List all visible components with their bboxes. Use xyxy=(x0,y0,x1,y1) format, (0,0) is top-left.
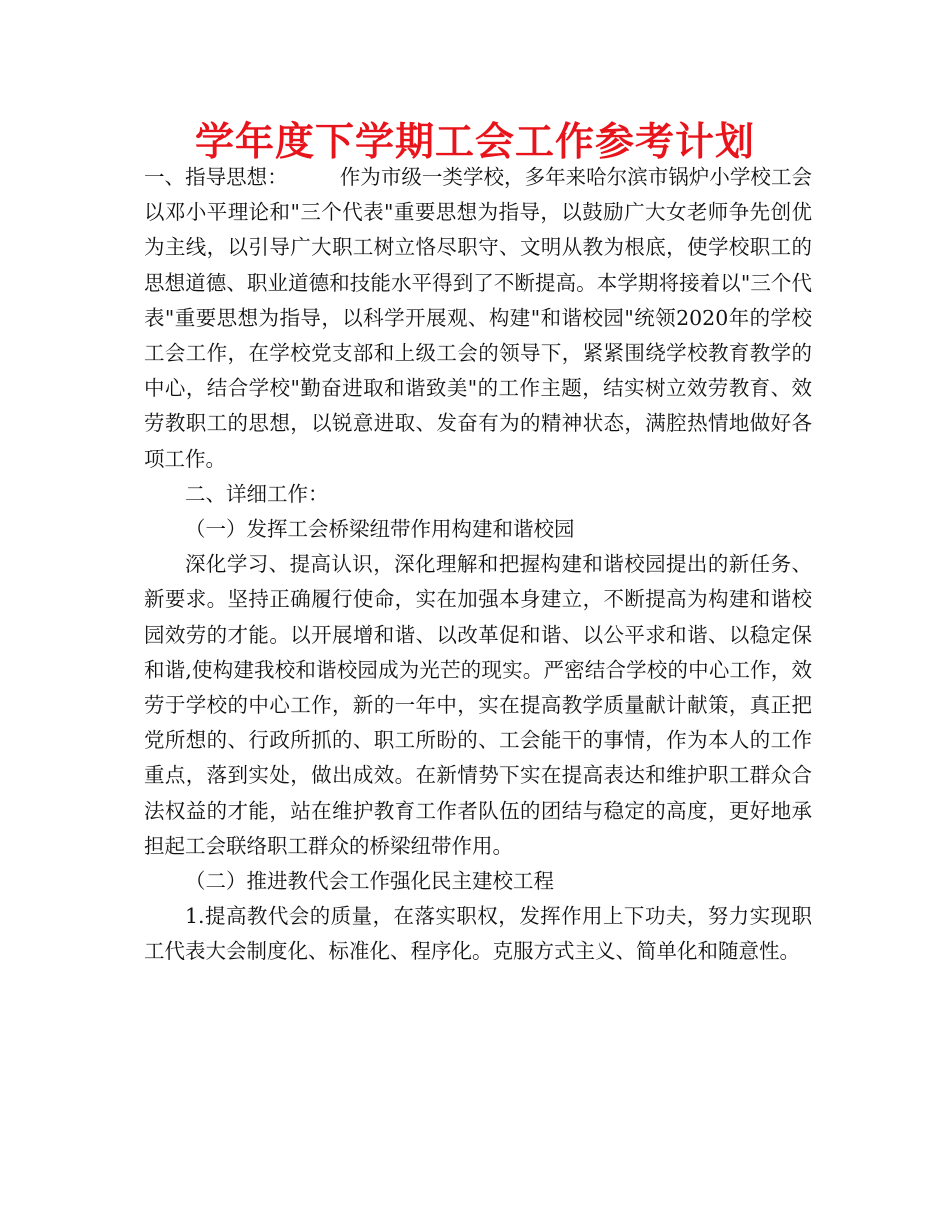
item-1-text: 1.提高教代会的质量，在落实职权，发挥作用上下功夫，努力实现职工代表大会制度化、标准化、程序化。克服方式主义、简单化和随意性。 xyxy=(144,904,812,964)
subsection-1-heading: （一）发挥工会桥梁纽带作用构建和谐校园 xyxy=(185,517,575,542)
section-2-heading: 二、详细工作： xyxy=(185,481,329,506)
subsection-2-heading: （二）推进教代会工作强化民主建校工程 xyxy=(185,869,554,894)
section-1-paragraph xyxy=(144,160,812,477)
subsection-1-text: 深化学习、提高认识，深化理解和把握构建和谐校园提出的新任务、新要求。坚持正确履行使命，实在加强本身建立，不断提高为构建和谐校园效劳的才能。以开展增和谐、以改革促和谐、以公平求和谐、以稳定保和谐,使构建我校和谐校园成为光芒的现实。严密结合学校的中心工作，效劳于学校的中心工作，新的一年中，实在提高教学质量献计献策，真正把党所想的、行政所抓的、职工所盼的、工会能干的事情，作为本人的工作重点，落到实处，做出成效。在新情势下实在提高表达和维护职工群众合法权益的才能，站在维护教育工作者队伍的团结与稳定的高度，更好地承担起工会联络职工群众的桥梁纽带作用。 xyxy=(144,552,812,858)
section-1-text: 作为市级一类学校，多年来哈尔滨市锅炉小学校工会以邓小平理论和"三个代表"重要思想为指导，以鼓励广大女老师争先创优为主线，以引导广大职工树立恪尽职守、文明从教为根底，使学校职工的思想道德、职业道德和技能水平得到了不断提高。本学期将接着以"三个代表"重要思想为指导，以科学开展观、构建"和谐校园"统领2020年的学校工会工作，在学校党支部和上级工会的领导下，紧紧围绕学校教育教学的中心，结合学校"勤奋进取和谐致美"的工作主题，结实树立效劳教育、效劳教职工的思想，以锐意进取、发奋有为的精神状态，满腔热情地做好各项工作。 xyxy=(144,165,812,471)
document-body xyxy=(144,160,812,970)
document-title: 学年度下学期工会工作参考计划 xyxy=(194,120,755,165)
section-1-heading: 一、指导思想： xyxy=(144,165,288,189)
